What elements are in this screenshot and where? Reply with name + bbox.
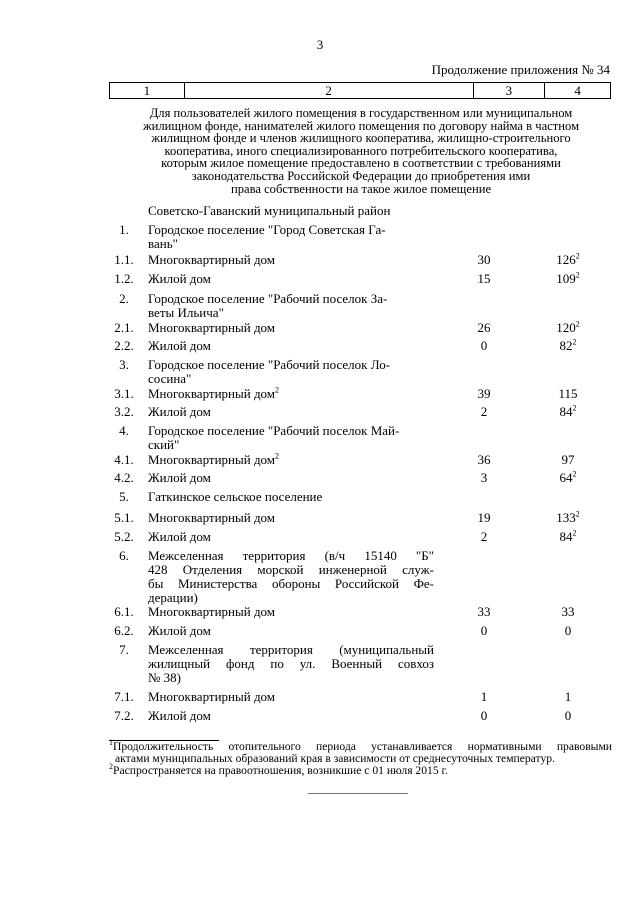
footnote-ref: 2: [275, 451, 280, 461]
row-label: [148, 405, 434, 419]
row-label: [148, 530, 434, 544]
row-number: 7.2.: [114, 708, 134, 723]
row-label: [148, 549, 434, 605]
footnote-ref: 2: [275, 385, 280, 395]
row-label-line: [148, 563, 434, 577]
row-number: 7.1.: [114, 689, 134, 704]
value-col3: 2: [480, 529, 488, 544]
row-label-text: ский": [148, 437, 180, 452]
value-col3: 33: [477, 604, 491, 619]
row-label: [148, 709, 434, 723]
row-label-text: жилищный фонд по ул. Военный совхоз: [148, 656, 434, 671]
value-col3: 39: [477, 386, 491, 401]
footnote-marker: 1: [109, 738, 113, 748]
value-col3: 2: [480, 404, 488, 419]
row-label: [148, 253, 434, 267]
row-label-line: [148, 643, 434, 657]
appendix-continuation-label: Продолжение приложения № 34: [431, 62, 610, 77]
value-col3: 1: [480, 689, 488, 704]
row-label-text: Городское поселение "Рабочий поселок Ло-: [148, 357, 391, 372]
row-number: 4.: [119, 423, 129, 438]
row-label-line: [148, 511, 434, 525]
heading-line: которым жилое помещение предоставлено в соответствии с требованиями: [161, 156, 561, 171]
page-end-rule: [308, 793, 408, 794]
value-col4: [536, 624, 600, 638]
row-label-line: [148, 549, 434, 563]
row-number: 3.2.: [114, 404, 134, 419]
row-number: 6.1.: [114, 604, 134, 619]
row-label-text: Жилой дом: [148, 708, 211, 723]
row-label-line: [148, 657, 434, 671]
page-number: 3: [316, 37, 324, 52]
footnote-ref: 2: [575, 251, 580, 261]
column-header-1: 1: [110, 83, 185, 98]
row-label-text: Жилой дом: [148, 338, 211, 353]
row-label-text: дерации): [148, 590, 198, 605]
value-col3: 26: [477, 320, 491, 335]
row-label-text: Жилой дом: [148, 404, 211, 419]
heading-line: жилищном фонде и членов жилищного кооператива, жилищно-строительного: [151, 131, 571, 146]
row-label: [148, 490, 434, 504]
row-label-text: Жилой дом: [148, 271, 211, 286]
row-label-line: [148, 471, 434, 485]
row-number: 5.1.: [114, 510, 134, 525]
footnote-ref: 2: [572, 528, 577, 538]
row-number: 1.: [119, 222, 129, 237]
column-number-header: [109, 82, 611, 99]
value-col4: [536, 321, 600, 335]
row-label: [148, 471, 434, 485]
row-label-line: [148, 424, 434, 438]
row-label-text: Многоквартирный дом: [148, 386, 276, 401]
row-number: 4.1.: [114, 452, 134, 467]
value-col4-text: 0: [564, 708, 572, 723]
row-label-line: [148, 292, 434, 306]
value-col4-text: 0: [564, 623, 572, 638]
footnote-ref: 2: [575, 509, 580, 519]
footnote-1: [109, 738, 612, 765]
row-number: 5.2.: [114, 529, 134, 544]
row-number: 1.1.: [114, 252, 134, 267]
column-header-3: 3: [474, 83, 546, 98]
value-col3: 0: [480, 708, 488, 723]
row-number: 2.2.: [114, 338, 134, 353]
heading-line: Для пользователей жилого помещения в государственном или муниципальном: [149, 106, 573, 120]
row-label-text: Межселенная территория (в/ч 15140 "Б": [148, 548, 434, 563]
row-number: 5.: [119, 489, 129, 504]
footnotes: [109, 738, 612, 777]
row-label: [148, 292, 434, 320]
row-label-line: [148, 339, 434, 353]
footnote-marker: 2: [109, 762, 113, 772]
row-label: [148, 339, 434, 353]
footnote-text: Распространяется на правоотношения, возникшие с 01 июля 2015 г.: [113, 764, 448, 777]
row-label: [148, 387, 434, 401]
value-col3: 36: [477, 452, 491, 467]
row-number: 7.: [119, 642, 129, 657]
row-label: [148, 223, 434, 251]
row-label-line: [148, 272, 434, 286]
row-number: 6.2.: [114, 623, 134, 638]
row-label: [148, 272, 434, 286]
footnote-ref: 2: [575, 270, 580, 280]
row-label-text: № 38): [148, 670, 181, 685]
value-col4: [536, 690, 600, 704]
value-col3: 19: [477, 510, 491, 525]
value-col4: [536, 453, 600, 467]
value-col4-text: 120: [556, 320, 576, 335]
value-col4: [536, 405, 600, 419]
row-label-text: Городское поселение "Рабочий поселок Май-: [148, 423, 400, 438]
value-col3: 3: [480, 470, 488, 485]
row-label-line: [148, 387, 434, 401]
row-label-text: 428 Отделения морской инженерной служ-: [148, 562, 434, 577]
row-number: 2.1.: [114, 320, 134, 335]
value-col4-text: 115: [558, 386, 578, 401]
row-label-line: [148, 591, 434, 605]
row-label-line: [148, 530, 434, 544]
heading-line: жилищном фонде, нанимателей жилого помещения по договору найма в частном: [142, 118, 580, 133]
category-heading: [108, 107, 614, 195]
row-label-text: Гаткинское сельское поселение: [148, 489, 323, 504]
row-number: 2.: [119, 291, 129, 306]
row-label-text: веты Ильича": [148, 305, 224, 320]
row-label-line: [148, 358, 434, 372]
value-col4-text: 33: [561, 604, 575, 619]
heading-line: кооператива, иного специализированного потребительского кооператива,: [164, 143, 558, 158]
heading-line: законодательства Российской Федерации до приобретения ими: [191, 168, 531, 183]
row-label-line: [148, 253, 434, 267]
row-label-line: [148, 605, 434, 619]
value-col4-text: 84: [559, 404, 573, 419]
row-label-line: [148, 405, 434, 419]
value-col4-text: 84: [559, 529, 573, 544]
value-col3: 0: [480, 623, 488, 638]
row-label-text: Межселенная территория (муниципальный: [148, 642, 434, 657]
row-label-line: [148, 709, 434, 723]
row-label-text: Городское поселение "Город Советская Га-: [148, 222, 386, 237]
value-col4: [536, 471, 600, 485]
row-label-text: Многоквартирный дом: [148, 604, 276, 619]
heading-line: права собственности на такое жилое помещение: [230, 181, 492, 196]
row-label-line: [148, 490, 434, 504]
footnote-ref: 2: [572, 337, 577, 347]
row-label-text: Многоквартирный дом: [148, 320, 276, 335]
row-label-line: [148, 306, 434, 320]
column-header-2: 2: [185, 83, 474, 98]
value-col4-text: 133: [556, 510, 576, 525]
district-name: Советско-Гаванский муниципальный район: [148, 203, 391, 218]
row-label: [148, 605, 434, 619]
value-col4: [536, 709, 600, 723]
row-label-line: [148, 321, 434, 335]
row-label: [148, 643, 434, 685]
row-number: 1.2.: [114, 271, 134, 286]
row-label-line: [148, 372, 434, 386]
row-label-line: [148, 690, 434, 704]
row-label: [148, 690, 434, 704]
row-label-line: [148, 438, 434, 452]
row-label-line: [148, 577, 434, 591]
row-label-text: вань": [148, 236, 178, 251]
column-header-4: 4: [574, 83, 581, 98]
row-label-text: сосина": [148, 371, 192, 386]
value-col4: [536, 387, 600, 401]
row-number: 3.1.: [114, 386, 134, 401]
row-number: 6.: [119, 548, 129, 563]
value-col4: [536, 605, 600, 619]
value-col3: 0: [480, 338, 488, 353]
row-label-text: Жилой дом: [148, 529, 211, 544]
footnote-2: [109, 762, 612, 777]
row-label-text: Многоквартирный дом: [148, 510, 276, 525]
row-label: [148, 424, 434, 452]
row-label: [148, 453, 434, 467]
row-label: [148, 321, 434, 335]
row-label-text: Жилой дом: [148, 470, 211, 485]
footnote-text: актами муниципальных образований края в зависимости от среднесуточных температур.: [115, 752, 555, 765]
row-label-text: Многоквартирный дом: [148, 689, 276, 704]
row-label-text: Многоквартирный дом: [148, 252, 276, 267]
row-label-text: Городское поселение "Рабочий поселок За-: [148, 291, 388, 306]
value-col4-text: 82: [559, 338, 573, 353]
footnote-ref: 2: [572, 403, 577, 413]
value-col4-text: 109: [556, 271, 576, 286]
row-label-text: Жилой дом: [148, 623, 211, 638]
row-label-text: бы Министерства обороны Российской Фе-: [148, 576, 434, 591]
row-label-line: [148, 223, 434, 237]
row-number: 4.2.: [114, 470, 134, 485]
value-col3: 15: [477, 271, 491, 286]
row-label-line: [148, 237, 434, 251]
value-col4: [536, 530, 600, 544]
footnote-line: [109, 762, 612, 777]
value-col4-text: 97: [561, 452, 575, 467]
row-label-line: [148, 453, 434, 467]
row-label-line: [148, 671, 434, 685]
row-label-text: Многоквартирный дом: [148, 452, 276, 467]
value-col4-text: 1: [564, 689, 572, 704]
value-col4: [536, 272, 600, 286]
footnote-ref: 2: [572, 469, 577, 479]
row-label: [148, 358, 434, 386]
value-col4-text: 64: [559, 470, 573, 485]
row-label-line: [148, 624, 434, 638]
value-col3: 30: [477, 252, 491, 267]
footnote-text: Продолжительность отопительного периода устанавливается нормативными правовыми: [113, 740, 612, 753]
value-col4: [536, 511, 600, 525]
value-col4-text: 126: [556, 252, 576, 267]
footnote-ref: 2: [575, 319, 580, 329]
value-col4: [536, 339, 600, 353]
row-label: [148, 624, 434, 638]
row-label: [148, 511, 434, 525]
value-col4: [536, 253, 600, 267]
row-number: 3.: [119, 357, 129, 372]
